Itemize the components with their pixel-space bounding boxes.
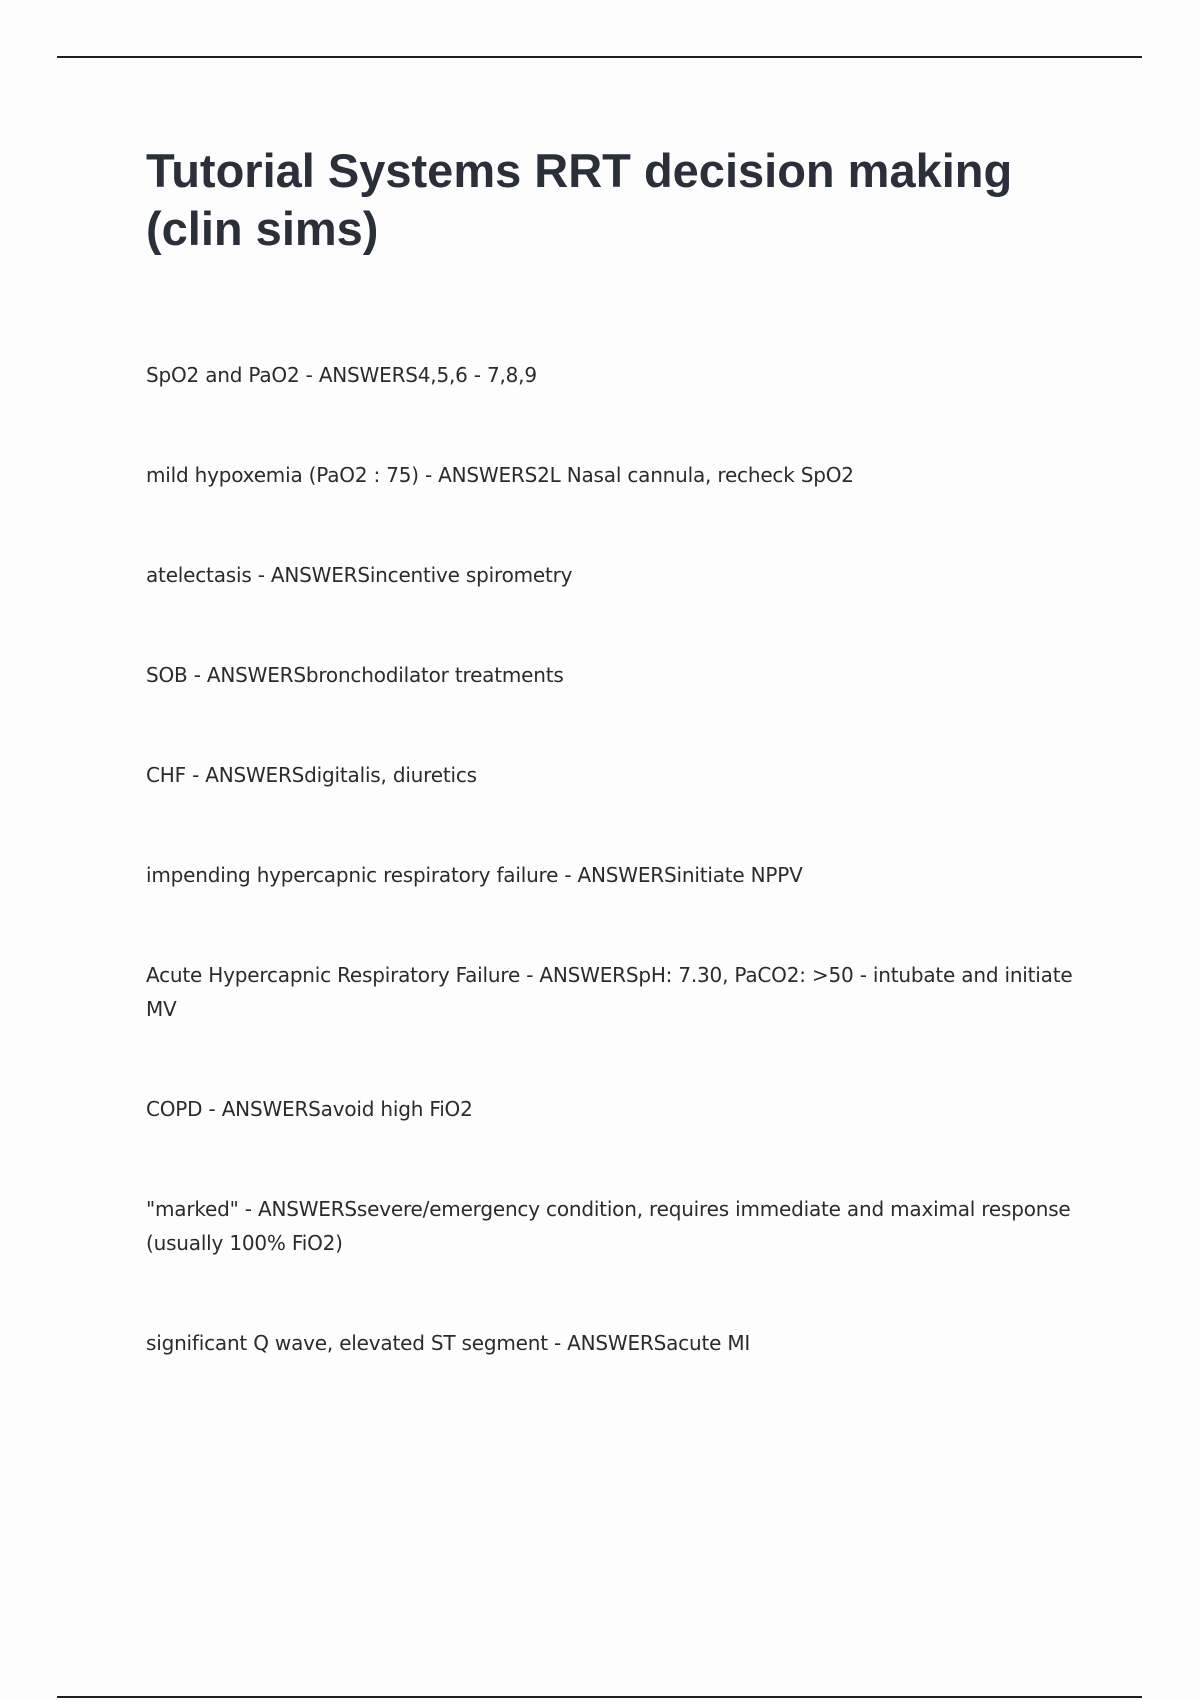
qa-item: mild hypoxemia (PaO2 : 75) - ANSWERS2L Nasal cannula, recheck SpO2	[146, 463, 854, 487]
qa-item: "marked" - ANSWERSsevere/emergency condition, requires immediate and maximal response (usually 100% FiO2)	[146, 1197, 1071, 1255]
qa-item: SOB - ANSWERSbronchodilator treatments	[146, 663, 564, 687]
qa-item: CHF - ANSWERSdigitalis, diuretics	[146, 763, 477, 787]
page-title: Tutorial Systems RRT decision making (clin sims)	[146, 144, 1013, 255]
qa-list	[146, 358, 1086, 1426]
qa-item: significant Q wave, elevated ST segment - ANSWERSacute MI	[146, 1331, 751, 1355]
qa-item: Acute Hypercapnic Respiratory Failure - ANSWERSpH: 7.30, PaCO2: >50 - intubate and initiate MV	[146, 963, 1073, 1021]
qa-item: SpO2 and PaO2 - ANSWERS4,5,6 - 7,8,9	[146, 363, 537, 387]
qa-item: atelectasis - ANSWERSincentive spirometry	[146, 563, 573, 587]
top-divider	[57, 56, 1142, 58]
bottom-divider	[57, 1696, 1142, 1698]
qa-item: impending hypercapnic respiratory failure - ANSWERSinitiate NPPV	[146, 863, 803, 887]
qa-item: COPD - ANSWERSavoid high FiO2	[146, 1097, 473, 1121]
